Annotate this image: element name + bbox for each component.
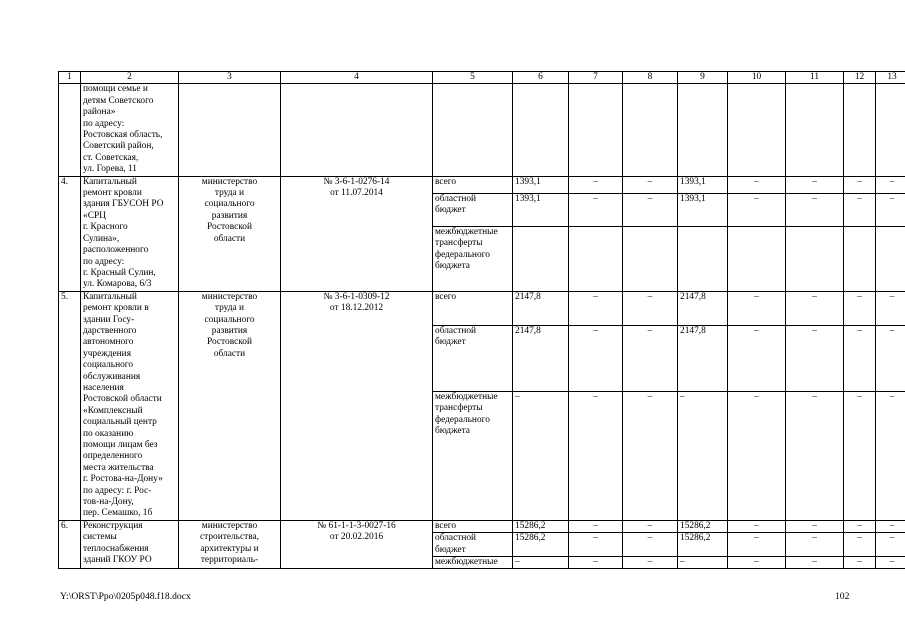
col-header: 1: [59, 72, 81, 84]
object-line: «Комплексный: [83, 405, 143, 416]
value-cell: 15286,2: [513, 520, 569, 532]
object-line: «СРЦ: [83, 210, 106, 221]
object-line: тов-на-Дону,: [83, 497, 134, 508]
value-cell: [513, 226, 569, 291]
document-line: от 20.02.2016: [329, 532, 384, 543]
object-line: детям Советского: [83, 95, 154, 106]
empty-cell: [433, 84, 513, 176]
value-cell: 2147,8: [678, 326, 728, 392]
object-line: г. Красный Сулин,: [83, 267, 156, 278]
funding-source-line: бюджет: [435, 205, 466, 216]
value-cell: –: [786, 291, 844, 325]
value-cell: [623, 226, 678, 291]
value-cell: [678, 226, 728, 291]
page-number: 102: [835, 591, 850, 602]
object-cell: [81, 520, 179, 569]
value-cell: –: [844, 326, 876, 392]
object-cell: [81, 84, 179, 176]
col-header: 6: [513, 72, 569, 84]
value-cell: –: [678, 557, 728, 569]
funding-source-line: бюджета: [435, 261, 470, 272]
value-cell: [844, 226, 876, 291]
funding-source-line: трансферты: [435, 238, 483, 249]
object-line: по адресу:: [83, 118, 125, 129]
ministry-cell: [179, 176, 281, 291]
object-line: социального: [83, 360, 134, 371]
object-line: помощи семье и: [83, 84, 148, 95]
object-line: ул. Комарова, 6/3: [83, 279, 152, 290]
funding-source: [433, 291, 513, 325]
value-cell: 1393,1: [678, 193, 728, 226]
value-cell: –: [876, 557, 905, 569]
empty-cell: [281, 84, 433, 176]
value-cell: –: [513, 391, 569, 520]
ministry-cell: [179, 520, 281, 569]
ministry-line: социального: [204, 314, 255, 325]
value-cell: –: [844, 557, 876, 569]
value-cell: –: [569, 176, 623, 193]
object-line: ремонт кровли: [83, 188, 142, 199]
funding-source: [433, 226, 513, 291]
value-cell: 15286,2: [513, 533, 569, 557]
value-cell: –: [678, 391, 728, 520]
col-header: 4: [281, 72, 433, 84]
object-line: по оказанию: [83, 428, 134, 439]
object-line: г. Красного: [83, 222, 128, 233]
value-cell: 1393,1: [678, 176, 728, 193]
empty-cell: [623, 84, 678, 176]
value-cell: 1393,1: [513, 176, 569, 193]
object-line: социальный центр: [83, 417, 157, 428]
value-cell: –: [876, 176, 905, 193]
row-number: 4.: [59, 176, 81, 291]
ministry-line: Ростовской: [206, 222, 253, 233]
document-line: от 18.12.2012: [329, 303, 384, 314]
value-cell: –: [876, 291, 905, 325]
value-cell: –: [513, 557, 569, 569]
object-line: ремонт кровли в: [83, 303, 149, 314]
ministry-line: социального: [204, 199, 255, 210]
ministry-cell: [179, 291, 281, 520]
file-path: Y:\ORST\Ppo\0205p048.f18.docx: [60, 591, 191, 602]
value-cell: –: [876, 326, 905, 392]
value-cell: –: [844, 176, 876, 193]
object-line: обслуживания: [83, 371, 141, 382]
value-cell: –: [569, 193, 623, 226]
value-cell: –: [623, 520, 678, 532]
value-cell: –: [728, 520, 786, 532]
value-cell: –: [623, 291, 678, 325]
col-header: 10: [728, 72, 786, 84]
value-cell: –: [786, 326, 844, 392]
col-header: 7: [569, 72, 623, 84]
value-cell: [786, 226, 844, 291]
object-line: района»: [83, 107, 116, 118]
object-cell: [81, 291, 179, 520]
funding-source-line: федерального: [435, 249, 490, 260]
ministry-line: развития: [211, 325, 248, 336]
value-cell: [569, 226, 623, 291]
funding-source: [433, 557, 513, 569]
empty-cell: [786, 84, 844, 176]
funding-source: [433, 326, 513, 392]
value-cell: –: [569, 520, 623, 532]
object-line: населения: [83, 382, 124, 393]
value-cell: –: [623, 176, 678, 193]
object-line: пер. Семашко, 1б: [83, 508, 153, 519]
value-cell: 1393,1: [513, 193, 569, 226]
funding-source-line: областной: [435, 326, 477, 337]
table-row: [59, 291, 905, 325]
value-cell: –: [844, 391, 876, 520]
row-number: 6.: [59, 520, 81, 569]
value-cell: –: [569, 326, 623, 392]
funding-source-line: всего: [435, 291, 457, 302]
document-line: № 3-6-1-0309-12: [323, 291, 390, 302]
funding-source-line: всего: [435, 520, 457, 531]
funding-source-line: бюджет: [435, 337, 466, 348]
value-cell: –: [623, 391, 678, 520]
value-cell: –: [876, 391, 905, 520]
value-cell: [728, 226, 786, 291]
value-cell: –: [728, 291, 786, 325]
value-cell: –: [569, 291, 623, 325]
value-cell: –: [728, 326, 786, 392]
object-line: Сулина»,: [83, 233, 120, 244]
funding-source-line: бюджет: [435, 544, 466, 555]
document-line: от 11.07.2014: [330, 188, 383, 199]
funding-source: [433, 176, 513, 193]
value-cell: –: [623, 533, 678, 557]
object-line: здания ГБУСОН РО: [83, 199, 164, 210]
header-row: [59, 72, 905, 84]
object-line: по адресу:: [83, 256, 125, 267]
ministry-line: строительства,: [199, 532, 260, 543]
empty-cell: [844, 84, 876, 176]
empty-cell: [678, 84, 728, 176]
object-line: автономного: [83, 337, 134, 348]
num-cell: [59, 84, 81, 176]
col-header: 3: [179, 72, 281, 84]
ministry-line: территориаль-: [200, 555, 259, 566]
value-cell: [876, 226, 905, 291]
funding-source-line: межбюджетные: [435, 226, 498, 237]
object-line: ст. Советская,: [83, 152, 139, 163]
table-row: [59, 176, 905, 193]
value-cell: –: [876, 520, 905, 532]
value-cell: –: [876, 533, 905, 557]
col-header: 2: [81, 72, 179, 84]
funding-source: [433, 391, 513, 520]
value-cell: –: [728, 557, 786, 569]
funding-source-line: межбюджетные: [435, 557, 498, 568]
col-header: 9: [678, 72, 728, 84]
object-line: дарственного: [83, 325, 137, 336]
funding-source: [433, 193, 513, 226]
col-header: 8: [623, 72, 678, 84]
value-cell: –: [876, 193, 905, 226]
object-line: Капитальный: [83, 291, 137, 302]
ministry-line: министерство: [201, 520, 258, 531]
value-cell: –: [623, 557, 678, 569]
object-line: Капитальный: [83, 176, 137, 187]
value-cell: –: [569, 533, 623, 557]
document-cell: [281, 176, 433, 291]
object-line: учреждения: [83, 348, 132, 359]
ministry-line: области: [213, 348, 246, 359]
value-cell: –: [844, 291, 876, 325]
funding-source: [433, 533, 513, 557]
budget-table: [58, 71, 905, 569]
empty-cell: [569, 84, 623, 176]
object-line: по адресу: г. Рос-: [83, 485, 152, 496]
funding-source: [433, 520, 513, 532]
object-line: ул. Горева, 11: [83, 164, 137, 175]
object-line: Ростовская область,: [83, 130, 163, 141]
object-line: Ростовской области: [83, 394, 162, 405]
object-line: здании Госу-: [83, 314, 135, 325]
value-cell: –: [728, 533, 786, 557]
col-header: 11: [786, 72, 844, 84]
value-cell: –: [786, 176, 844, 193]
funding-source-line: межбюджетные: [435, 391, 498, 402]
object-line: Реконструкция: [83, 520, 143, 531]
funding-source-line: всего: [435, 176, 457, 187]
value-cell: 2147,8: [513, 291, 569, 325]
object-line: Советский район,: [83, 141, 154, 152]
value-cell: 2147,8: [513, 326, 569, 392]
object-line: теплоснабжения: [83, 543, 149, 554]
funding-source-line: областной: [435, 533, 477, 544]
empty-cell: [513, 84, 569, 176]
value-cell: –: [844, 193, 876, 226]
empty-cell: [876, 84, 905, 176]
value-cell: –: [728, 176, 786, 193]
funding-source-line: областной: [435, 193, 477, 204]
object-line: г. Ростова-на-Дону»: [83, 474, 163, 485]
table-body: [59, 72, 905, 569]
table-row: [59, 520, 905, 532]
ministry-line: министерство: [201, 291, 258, 302]
object-line: места жительства: [83, 462, 154, 473]
continuation-row: [59, 84, 905, 176]
col-header: 13: [876, 72, 905, 84]
ministry-line: труда и: [214, 303, 245, 314]
object-line: системы: [83, 532, 117, 543]
value-cell: 2147,8: [678, 291, 728, 325]
ministry-line: области: [213, 233, 246, 244]
value-cell: 15286,2: [678, 533, 728, 557]
col-header: 5: [433, 72, 513, 84]
value-cell: –: [844, 533, 876, 557]
document-cell: [281, 520, 433, 569]
value-cell: –: [786, 193, 844, 226]
value-cell: –: [728, 391, 786, 520]
ministry-line: развития: [211, 210, 248, 221]
value-cell: –: [728, 193, 786, 226]
value-cell: –: [786, 520, 844, 532]
object-line: расположенного: [83, 245, 149, 256]
funding-source-line: федерального: [435, 414, 490, 425]
empty-cell: [728, 84, 786, 176]
object-line: определенного: [83, 451, 143, 462]
ministry-line: министерство: [201, 176, 258, 187]
ministry-line: архитектуры и: [200, 543, 259, 554]
ministry-line: труда и: [214, 188, 245, 199]
funding-source-line: трансферты: [435, 403, 483, 414]
value-cell: –: [569, 391, 623, 520]
value-cell: –: [786, 391, 844, 520]
object-cell: [81, 176, 179, 291]
value-cell: –: [623, 326, 678, 392]
value-cell: –: [786, 533, 844, 557]
document-line: № 3-6-1-0276-14: [323, 176, 390, 187]
document-cell: [281, 291, 433, 520]
value-cell: –: [786, 557, 844, 569]
row-number: 5.: [59, 291, 81, 520]
value-cell: –: [569, 557, 623, 569]
object-line: помощи лицам без: [83, 440, 158, 450]
funding-source-line: бюджета: [435, 426, 470, 437]
ministry-line: Ростовской: [206, 337, 253, 348]
value-cell: –: [623, 193, 678, 226]
empty-cell: [179, 84, 281, 176]
col-header: 12: [844, 72, 876, 84]
object-line: зданий ГКОУ РО: [83, 555, 152, 566]
value-cell: 15286,2: [678, 520, 728, 532]
document-line: № 61-1-1-3-0027-16: [317, 520, 396, 531]
value-cell: –: [844, 520, 876, 532]
